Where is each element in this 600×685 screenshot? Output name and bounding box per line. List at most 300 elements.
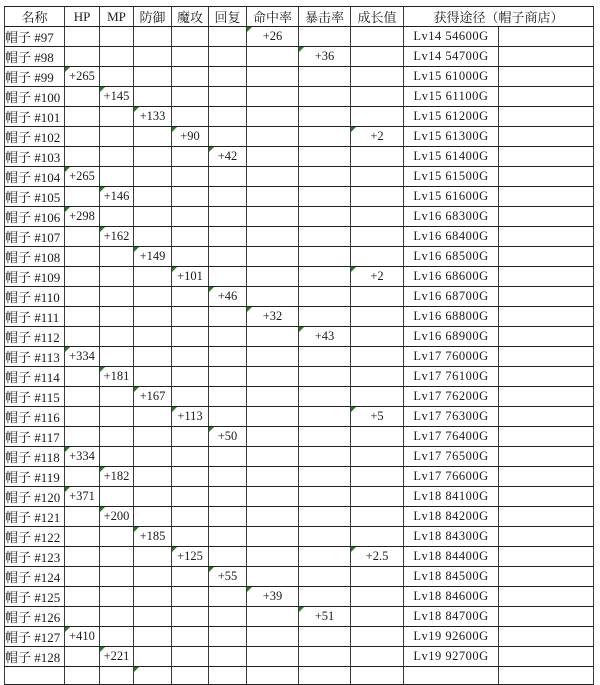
cell-crit-rate[interactable] xyxy=(299,427,351,447)
cell-hp[interactable] xyxy=(65,547,100,567)
cell-magic-atk[interactable] xyxy=(172,27,209,47)
cell-crit-rate[interactable] xyxy=(299,127,351,147)
cell-shop-price[interactable]: Lv17 76600G xyxy=(404,467,499,487)
cell-hit-rate[interactable] xyxy=(247,467,299,487)
cell-shop-price[interactable]: Lv18 84100G xyxy=(404,487,499,507)
cell-shop-price[interactable]: Lv18 84200G xyxy=(404,507,499,527)
cell-magic-atk[interactable] xyxy=(172,667,209,685)
cell-growth[interactable] xyxy=(351,607,404,627)
cell-growth[interactable] xyxy=(351,367,404,387)
cell-growth[interactable] xyxy=(351,187,404,207)
cell-name[interactable] xyxy=(5,667,65,685)
cell-defense[interactable] xyxy=(134,567,172,587)
cell-shop-price[interactable] xyxy=(404,667,499,685)
cell-recovery[interactable]: +50 xyxy=(209,427,247,447)
cell-magic-atk[interactable] xyxy=(172,47,209,67)
cell-magic-atk[interactable] xyxy=(172,287,209,307)
cell-growth[interactable] xyxy=(351,207,404,227)
cell-mp[interactable] xyxy=(100,207,134,227)
cell-defense[interactable] xyxy=(134,167,172,187)
cell-defense[interactable] xyxy=(134,627,172,647)
cell-shop-extra[interactable] xyxy=(499,487,594,507)
cell-growth[interactable] xyxy=(351,487,404,507)
cell-recovery[interactable] xyxy=(209,67,247,87)
cell-hit-rate[interactable] xyxy=(247,427,299,447)
cell-mp[interactable] xyxy=(100,527,134,547)
cell-recovery[interactable] xyxy=(209,47,247,67)
cell-shop-extra[interactable] xyxy=(499,267,594,287)
cell-hit-rate[interactable] xyxy=(247,547,299,567)
cell-hit-rate[interactable]: +32 xyxy=(247,307,299,327)
cell-hit-rate[interactable]: +39 xyxy=(247,587,299,607)
cell-mp[interactable] xyxy=(100,427,134,447)
cell-name[interactable]: 帽子 #124 xyxy=(5,567,65,587)
cell-crit-rate[interactable] xyxy=(299,247,351,267)
cell-shop-extra[interactable] xyxy=(499,227,594,247)
cell-shop-price[interactable]: Lv18 84700G xyxy=(404,607,499,627)
cell-hp[interactable] xyxy=(65,467,100,487)
cell-crit-rate[interactable]: +36 xyxy=(299,47,351,67)
cell-shop-extra[interactable] xyxy=(499,147,594,167)
cell-recovery[interactable] xyxy=(209,407,247,427)
cell-hp[interactable] xyxy=(65,247,100,267)
cell-name[interactable]: 帽子 #112 xyxy=(5,327,65,347)
cell-crit-rate[interactable] xyxy=(299,467,351,487)
cell-magic-atk[interactable] xyxy=(172,247,209,267)
cell-mp[interactable] xyxy=(100,447,134,467)
cell-shop-price[interactable]: Lv19 92600G xyxy=(404,627,499,647)
cell-hit-rate[interactable] xyxy=(247,207,299,227)
cell-shop-price[interactable]: Lv17 76000G xyxy=(404,347,499,367)
cell-magic-atk[interactable] xyxy=(172,467,209,487)
cell-name[interactable]: 帽子 #107 xyxy=(5,227,65,247)
cell-name[interactable]: 帽子 #104 xyxy=(5,167,65,187)
cell-shop-price[interactable]: Lv17 76500G xyxy=(404,447,499,467)
cell-name[interactable]: 帽子 #103 xyxy=(5,147,65,167)
cell-shop-price[interactable]: Lv18 84400G xyxy=(404,547,499,567)
cell-hp[interactable] xyxy=(65,527,100,547)
cell-shop-extra[interactable] xyxy=(499,647,594,667)
cell-mp[interactable] xyxy=(100,607,134,627)
cell-crit-rate[interactable] xyxy=(299,27,351,47)
cell-mp[interactable] xyxy=(100,127,134,147)
cell-crit-rate[interactable]: +43 xyxy=(299,327,351,347)
cell-growth[interactable] xyxy=(351,247,404,267)
header-mp[interactable]: MP xyxy=(100,7,134,27)
cell-defense[interactable] xyxy=(134,27,172,47)
cell-shop-extra[interactable] xyxy=(499,187,594,207)
cell-defense[interactable] xyxy=(134,447,172,467)
cell-name[interactable]: 帽子 #116 xyxy=(5,407,65,427)
cell-magic-atk[interactable] xyxy=(172,367,209,387)
cell-growth[interactable] xyxy=(351,647,404,667)
cell-hit-rate[interactable] xyxy=(247,647,299,667)
cell-growth[interactable] xyxy=(351,387,404,407)
cell-crit-rate[interactable] xyxy=(299,167,351,187)
cell-recovery[interactable] xyxy=(209,627,247,647)
header-growth[interactable]: 成长值 xyxy=(351,7,404,27)
cell-recovery[interactable] xyxy=(209,187,247,207)
cell-shop-price[interactable]: Lv15 61300G xyxy=(404,127,499,147)
cell-crit-rate[interactable]: +51 xyxy=(299,607,351,627)
cell-name[interactable]: 帽子 #127 xyxy=(5,627,65,647)
cell-magic-atk[interactable] xyxy=(172,527,209,547)
cell-crit-rate[interactable] xyxy=(299,447,351,467)
cell-defense[interactable] xyxy=(134,487,172,507)
cell-shop-extra[interactable] xyxy=(499,607,594,627)
cell-growth[interactable] xyxy=(351,667,404,685)
cell-shop-extra[interactable] xyxy=(499,127,594,147)
cell-hit-rate[interactable] xyxy=(247,187,299,207)
cell-recovery[interactable] xyxy=(209,27,247,47)
cell-growth[interactable] xyxy=(351,447,404,467)
cell-mp[interactable]: +181 xyxy=(100,367,134,387)
cell-shop-price[interactable]: Lv16 68600G xyxy=(404,267,499,287)
cell-defense[interactable]: +167 xyxy=(134,387,172,407)
cell-hit-rate[interactable] xyxy=(247,667,299,685)
cell-hit-rate[interactable] xyxy=(247,87,299,107)
cell-shop-price[interactable]: Lv15 61200G xyxy=(404,107,499,127)
cell-shop-price[interactable]: Lv17 76100G xyxy=(404,367,499,387)
cell-magic-atk[interactable] xyxy=(172,647,209,667)
cell-mp[interactable] xyxy=(100,547,134,567)
cell-hit-rate[interactable] xyxy=(247,367,299,387)
cell-shop-extra[interactable] xyxy=(499,367,594,387)
cell-defense[interactable] xyxy=(134,607,172,627)
cell-crit-rate[interactable] xyxy=(299,227,351,247)
cell-name[interactable]: 帽子 #121 xyxy=(5,507,65,527)
cell-growth[interactable] xyxy=(351,107,404,127)
cell-hit-rate[interactable] xyxy=(247,627,299,647)
cell-recovery[interactable] xyxy=(209,207,247,227)
cell-defense[interactable] xyxy=(134,147,172,167)
cell-defense[interactable] xyxy=(134,267,172,287)
cell-mp[interactable]: +162 xyxy=(100,227,134,247)
cell-defense[interactable]: +149 xyxy=(134,247,172,267)
cell-crit-rate[interactable] xyxy=(299,667,351,685)
cell-name[interactable]: 帽子 #100 xyxy=(5,87,65,107)
cell-defense[interactable] xyxy=(134,127,172,147)
cell-recovery[interactable]: +42 xyxy=(209,147,247,167)
cell-shop-price[interactable]: Lv15 61600G xyxy=(404,187,499,207)
cell-name[interactable]: 帽子 #125 xyxy=(5,587,65,607)
cell-shop-extra[interactable] xyxy=(499,347,594,367)
cell-growth[interactable]: +5 xyxy=(351,407,404,427)
cell-recovery[interactable] xyxy=(209,167,247,187)
cell-magic-atk[interactable] xyxy=(172,107,209,127)
cell-name[interactable]: 帽子 #109 xyxy=(5,267,65,287)
cell-shop-extra[interactable] xyxy=(499,587,594,607)
cell-growth[interactable] xyxy=(351,227,404,247)
cell-hp[interactable] xyxy=(65,607,100,627)
cell-hit-rate[interactable] xyxy=(247,507,299,527)
cell-name[interactable]: 帽子 #105 xyxy=(5,187,65,207)
cell-recovery[interactable] xyxy=(209,487,247,507)
header-acquisition[interactable]: 获得途径（帽子商店） xyxy=(404,7,594,27)
cell-name[interactable]: 帽子 #111 xyxy=(5,307,65,327)
cell-recovery[interactable] xyxy=(209,387,247,407)
cell-hp[interactable]: +265 xyxy=(65,67,100,87)
cell-name[interactable]: 帽子 #101 xyxy=(5,107,65,127)
cell-growth[interactable] xyxy=(351,467,404,487)
cell-mp[interactable]: +200 xyxy=(100,507,134,527)
cell-crit-rate[interactable] xyxy=(299,567,351,587)
cell-recovery[interactable]: +55 xyxy=(209,567,247,587)
cell-hit-rate[interactable] xyxy=(247,267,299,287)
cell-hp[interactable] xyxy=(65,47,100,67)
cell-recovery[interactable] xyxy=(209,367,247,387)
cell-mp[interactable]: +146 xyxy=(100,187,134,207)
cell-defense[interactable] xyxy=(134,227,172,247)
cell-name[interactable]: 帽子 #115 xyxy=(5,387,65,407)
cell-growth[interactable] xyxy=(351,427,404,447)
cell-mp[interactable] xyxy=(100,47,134,67)
cell-defense[interactable] xyxy=(134,207,172,227)
cell-defense[interactable] xyxy=(134,67,172,87)
cell-hp[interactable]: +334 xyxy=(65,447,100,467)
cell-shop-price[interactable]: Lv16 68900G xyxy=(404,327,499,347)
cell-crit-rate[interactable] xyxy=(299,627,351,647)
cell-crit-rate[interactable] xyxy=(299,347,351,367)
cell-defense[interactable] xyxy=(134,187,172,207)
cell-hp[interactable]: +298 xyxy=(65,207,100,227)
cell-shop-extra[interactable] xyxy=(499,247,594,267)
header-crit-rate[interactable]: 暴击率 xyxy=(299,7,351,27)
cell-recovery[interactable]: +46 xyxy=(209,287,247,307)
cell-hit-rate[interactable] xyxy=(247,527,299,547)
cell-magic-atk[interactable] xyxy=(172,187,209,207)
cell-hp[interactable] xyxy=(65,427,100,447)
cell-growth[interactable] xyxy=(351,327,404,347)
cell-shop-price[interactable]: Lv15 61100G xyxy=(404,87,499,107)
cell-hit-rate[interactable] xyxy=(247,287,299,307)
cell-recovery[interactable] xyxy=(209,607,247,627)
cell-shop-extra[interactable] xyxy=(499,307,594,327)
cell-crit-rate[interactable] xyxy=(299,307,351,327)
cell-recovery[interactable] xyxy=(209,447,247,467)
cell-shop-price[interactable]: Lv17 76400G xyxy=(404,427,499,447)
cell-shop-price[interactable]: Lv17 76200G xyxy=(404,387,499,407)
cell-mp[interactable] xyxy=(100,387,134,407)
cell-magic-atk[interactable] xyxy=(172,227,209,247)
cell-hit-rate[interactable] xyxy=(247,127,299,147)
cell-shop-price[interactable]: Lv17 76300G xyxy=(404,407,499,427)
cell-hit-rate[interactable] xyxy=(247,247,299,267)
cell-shop-extra[interactable] xyxy=(499,567,594,587)
cell-name[interactable]: 帽子 #120 xyxy=(5,487,65,507)
cell-recovery[interactable] xyxy=(209,647,247,667)
cell-shop-price[interactable]: Lv14 54600G xyxy=(404,27,499,47)
cell-growth[interactable] xyxy=(351,287,404,307)
cell-hp[interactable]: +371 xyxy=(65,487,100,507)
cell-shop-extra[interactable] xyxy=(499,507,594,527)
cell-shop-extra[interactable] xyxy=(499,387,594,407)
cell-hit-rate[interactable] xyxy=(247,487,299,507)
cell-shop-price[interactable]: Lv18 84500G xyxy=(404,567,499,587)
cell-hp[interactable] xyxy=(65,667,100,685)
header-hp[interactable]: HP xyxy=(65,7,100,27)
cell-shop-extra[interactable] xyxy=(499,427,594,447)
cell-hit-rate[interactable] xyxy=(247,147,299,167)
cell-crit-rate[interactable] xyxy=(299,507,351,527)
cell-growth[interactable]: +2 xyxy=(351,267,404,287)
cell-defense[interactable] xyxy=(134,407,172,427)
cell-recovery[interactable] xyxy=(209,267,247,287)
cell-magic-atk[interactable] xyxy=(172,567,209,587)
cell-hp[interactable] xyxy=(65,567,100,587)
cell-name[interactable]: 帽子 #117 xyxy=(5,427,65,447)
cell-hit-rate[interactable] xyxy=(247,107,299,127)
cell-shop-price[interactable]: Lv15 61400G xyxy=(404,147,499,167)
cell-name[interactable]: 帽子 #126 xyxy=(5,607,65,627)
cell-mp[interactable] xyxy=(100,347,134,367)
cell-recovery[interactable] xyxy=(209,87,247,107)
cell-hit-rate[interactable] xyxy=(247,167,299,187)
header-name[interactable]: 名称 xyxy=(5,7,65,27)
cell-recovery[interactable] xyxy=(209,127,247,147)
cell-name[interactable]: 帽子 #106 xyxy=(5,207,65,227)
cell-shop-price[interactable]: Lv15 61000G xyxy=(404,67,499,87)
cell-growth[interactable] xyxy=(351,167,404,187)
cell-defense[interactable] xyxy=(134,507,172,527)
header-recovery[interactable]: 回复 xyxy=(209,7,247,27)
cell-mp[interactable] xyxy=(100,667,134,685)
cell-hp[interactable] xyxy=(65,587,100,607)
cell-shop-extra[interactable] xyxy=(499,67,594,87)
cell-hit-rate[interactable] xyxy=(247,567,299,587)
cell-defense[interactable] xyxy=(134,347,172,367)
cell-growth[interactable]: +2.5 xyxy=(351,547,404,567)
cell-hp[interactable] xyxy=(65,127,100,147)
cell-hp[interactable] xyxy=(65,367,100,387)
cell-magic-atk[interactable] xyxy=(172,507,209,527)
cell-name[interactable]: 帽子 #122 xyxy=(5,527,65,547)
cell-recovery[interactable] xyxy=(209,467,247,487)
cell-recovery[interactable] xyxy=(209,667,247,685)
cell-hp[interactable] xyxy=(65,267,100,287)
cell-mp[interactable] xyxy=(100,167,134,187)
cell-shop-price[interactable]: Lv15 61500G xyxy=(404,167,499,187)
cell-magic-atk[interactable] xyxy=(172,427,209,447)
cell-recovery[interactable] xyxy=(209,227,247,247)
cell-mp[interactable] xyxy=(100,267,134,287)
cell-mp[interactable] xyxy=(100,67,134,87)
cell-defense[interactable] xyxy=(134,47,172,67)
cell-magic-atk[interactable] xyxy=(172,387,209,407)
cell-shop-extra[interactable] xyxy=(499,207,594,227)
cell-hp[interactable] xyxy=(65,387,100,407)
cell-defense[interactable] xyxy=(134,647,172,667)
cell-growth[interactable] xyxy=(351,67,404,87)
cell-growth[interactable]: +2 xyxy=(351,127,404,147)
cell-crit-rate[interactable] xyxy=(299,287,351,307)
cell-magic-atk[interactable] xyxy=(172,147,209,167)
cell-hp[interactable] xyxy=(65,287,100,307)
cell-shop-price[interactable]: Lv16 68500G xyxy=(404,247,499,267)
cell-crit-rate[interactable] xyxy=(299,67,351,87)
cell-hp[interactable]: +265 xyxy=(65,167,100,187)
cell-hp[interactable]: +410 xyxy=(65,627,100,647)
cell-mp[interactable]: +182 xyxy=(100,467,134,487)
cell-shop-extra[interactable] xyxy=(499,47,594,67)
header-hit-rate[interactable]: 命中率 xyxy=(247,7,299,27)
cell-growth[interactable] xyxy=(351,47,404,67)
cell-defense[interactable] xyxy=(134,667,172,685)
cell-recovery[interactable] xyxy=(209,107,247,127)
cell-name[interactable]: 帽子 #113 xyxy=(5,347,65,367)
cell-crit-rate[interactable] xyxy=(299,187,351,207)
cell-mp[interactable] xyxy=(100,27,134,47)
cell-hit-rate[interactable]: +26 xyxy=(247,27,299,47)
cell-magic-atk[interactable] xyxy=(172,607,209,627)
cell-hit-rate[interactable] xyxy=(247,327,299,347)
cell-crit-rate[interactable] xyxy=(299,587,351,607)
cell-shop-extra[interactable] xyxy=(499,527,594,547)
cell-hp[interactable] xyxy=(65,227,100,247)
cell-shop-extra[interactable] xyxy=(499,27,594,47)
cell-shop-price[interactable]: Lv18 84600G xyxy=(404,587,499,607)
cell-defense[interactable] xyxy=(134,587,172,607)
cell-hp[interactable] xyxy=(65,407,100,427)
cell-defense[interactable] xyxy=(134,467,172,487)
cell-growth[interactable] xyxy=(351,347,404,367)
cell-hp[interactable] xyxy=(65,327,100,347)
cell-name[interactable]: 帽子 #123 xyxy=(5,547,65,567)
cell-hp[interactable] xyxy=(65,507,100,527)
cell-growth[interactable] xyxy=(351,507,404,527)
cell-recovery[interactable] xyxy=(209,247,247,267)
cell-name[interactable]: 帽子 #118 xyxy=(5,447,65,467)
cell-hit-rate[interactable] xyxy=(247,447,299,467)
cell-hit-rate[interactable] xyxy=(247,407,299,427)
cell-magic-atk[interactable] xyxy=(172,587,209,607)
cell-growth[interactable] xyxy=(351,147,404,167)
cell-defense[interactable] xyxy=(134,327,172,347)
cell-shop-extra[interactable] xyxy=(499,287,594,307)
cell-recovery[interactable] xyxy=(209,507,247,527)
cell-mp[interactable] xyxy=(100,307,134,327)
cell-crit-rate[interactable] xyxy=(299,527,351,547)
cell-mp[interactable] xyxy=(100,147,134,167)
cell-magic-atk[interactable] xyxy=(172,307,209,327)
cell-hp[interactable] xyxy=(65,107,100,127)
cell-hp[interactable] xyxy=(65,187,100,207)
cell-crit-rate[interactable] xyxy=(299,267,351,287)
cell-magic-atk[interactable] xyxy=(172,87,209,107)
cell-growth[interactable] xyxy=(351,307,404,327)
cell-shop-extra[interactable] xyxy=(499,167,594,187)
cell-mp[interactable] xyxy=(100,407,134,427)
cell-shop-extra[interactable] xyxy=(499,107,594,127)
cell-shop-extra[interactable] xyxy=(499,547,594,567)
cell-shop-extra[interactable] xyxy=(499,327,594,347)
cell-defense[interactable] xyxy=(134,367,172,387)
cell-recovery[interactable] xyxy=(209,347,247,367)
cell-name[interactable]: 帽子 #98 xyxy=(5,47,65,67)
cell-magic-atk[interactable] xyxy=(172,347,209,367)
cell-crit-rate[interactable] xyxy=(299,387,351,407)
header-defense[interactable]: 防御 xyxy=(134,7,172,27)
cell-mp[interactable] xyxy=(100,567,134,587)
cell-recovery[interactable] xyxy=(209,527,247,547)
cell-hit-rate[interactable] xyxy=(247,47,299,67)
cell-crit-rate[interactable] xyxy=(299,547,351,567)
cell-name[interactable]: 帽子 #102 xyxy=(5,127,65,147)
cell-shop-price[interactable]: Lv16 68300G xyxy=(404,207,499,227)
cell-defense[interactable] xyxy=(134,287,172,307)
cell-shop-price[interactable]: Lv16 68400G xyxy=(404,227,499,247)
cell-recovery[interactable] xyxy=(209,587,247,607)
